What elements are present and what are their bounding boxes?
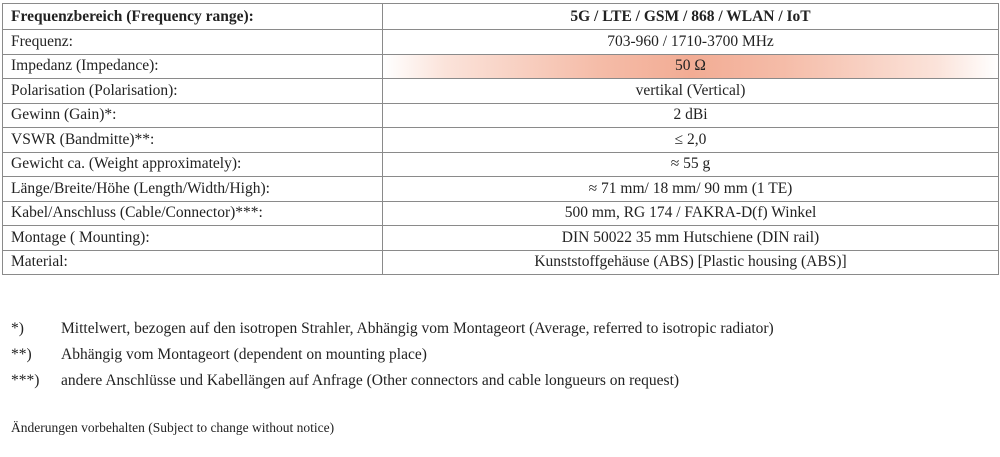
- spec-value: ≈ 55 g: [383, 152, 999, 177]
- footnote-mark: **): [11, 346, 32, 363]
- spec-label: Polarisation (Polarisation):: [3, 79, 383, 104]
- table-header-row: [3, 4, 999, 30]
- spec-label: Gewinn (Gain)*:: [3, 103, 383, 128]
- table-row: [3, 103, 999, 128]
- change-notice: Änderungen vorbehalten (Subject to change without notice): [11, 420, 335, 435]
- table-row: [3, 250, 999, 275]
- footnotes: [11, 318, 774, 396]
- footnote: [11, 318, 774, 344]
- table-row: [3, 177, 999, 202]
- spec-value-highlighted: 50 Ω: [383, 54, 999, 79]
- spec-label: Kabel/Anschluss (Cable/Connector)***:: [3, 201, 383, 226]
- spec-value: 2 dBi: [383, 103, 999, 128]
- table-row: [3, 201, 999, 226]
- footnote-mark: *): [11, 320, 24, 337]
- spec-value: 5G / LTE / GSM / 868 / WLAN / IoT: [383, 4, 999, 30]
- table-row: [3, 152, 999, 177]
- spec-label: VSWR (Bandmitte)**:: [3, 128, 383, 153]
- table-row: [3, 226, 999, 251]
- spec-label: Frequenzbereich (Frequency range):: [3, 4, 383, 30]
- footnote: [11, 370, 774, 396]
- spec-value: ≈ 71 mm/ 18 mm/ 90 mm (1 TE): [383, 177, 999, 202]
- spec-value: DIN 50022 35 mm Hutschiene (DIN rail): [383, 226, 999, 251]
- table-row: [3, 54, 999, 79]
- spec-value: 703-960 / 1710-3700 MHz: [383, 30, 999, 55]
- spec-label: Material:: [3, 250, 383, 275]
- spec-value: ≤ 2,0: [383, 128, 999, 153]
- spec-label: Impedanz (Impedance):: [3, 54, 383, 79]
- footnote-text: Abhängig vom Montageort (dependent on mounting place): [61, 346, 427, 363]
- spec-label: Frequenz:: [3, 30, 383, 55]
- table-row: [3, 79, 999, 104]
- spec-label: Montage ( Mounting):: [3, 226, 383, 251]
- spec-value: Kunststoffgehäuse (ABS) [Plastic housing (ABS)]: [383, 250, 999, 275]
- spec-value: 500 mm, RG 174 / FAKRA-D(f) Winkel: [383, 201, 999, 226]
- footnote-mark: ***): [11, 372, 40, 389]
- table-row: [3, 128, 999, 153]
- spec-label: Gewicht ca. (Weight approximately):: [3, 152, 383, 177]
- spec-value: vertikal (Vertical): [383, 79, 999, 104]
- footnote: [11, 344, 774, 370]
- footnote-text: andere Anschlüsse und Kabellängen auf Anfrage (Other connectors and cable longueurs on request): [61, 372, 680, 389]
- spec-label: Länge/Breite/Höhe (Length/Width/High):: [3, 177, 383, 202]
- footnote-text: Mittelwert, bezogen auf den isotropen Strahler, Abhängig vom Montageort (Average, referred to isotropic radiator): [61, 320, 774, 337]
- spec-table: [2, 3, 999, 275]
- table-row: [3, 30, 999, 55]
